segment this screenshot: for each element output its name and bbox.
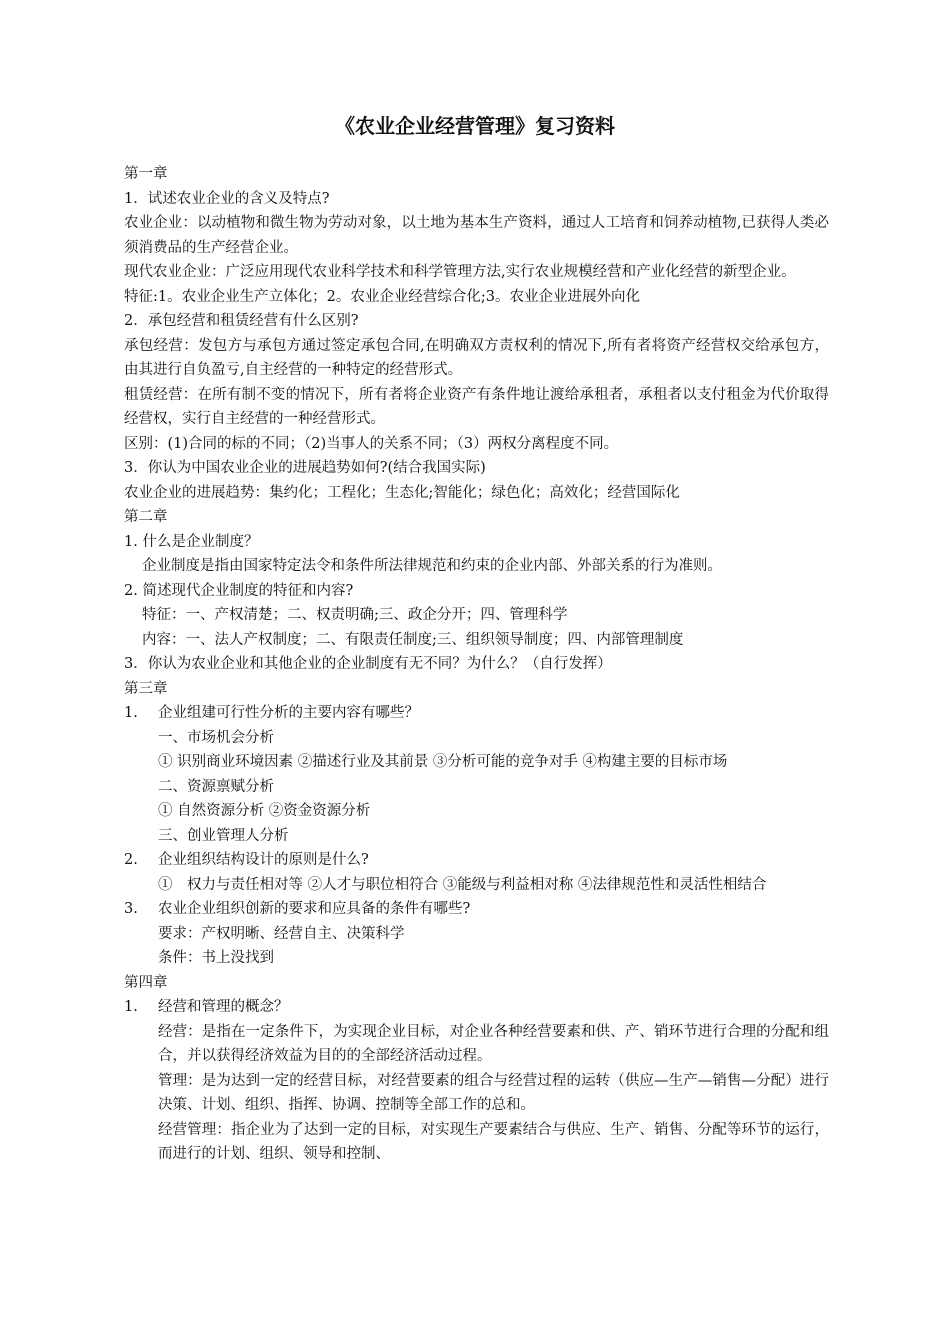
question-text: 经营和管理的概念？ <box>158 999 289 1015</box>
chapter-heading: 第四章 <box>124 974 168 991</box>
answer-paragraph: 特征:1。农业企业生产立体化；2。农业企业经营综合化;3。农业企业进展外向化 <box>124 288 640 305</box>
answer-paragraph: 经营：是指在一定条件下，为实现企业目标，对企业各种经营要素和供、产、销环节进行合理的分配和组合，并以获得经济效益为目的的全部经济活动过程。 <box>158 1023 829 1064</box>
answer-paragraph: 农业企业：以动植物和微生物为劳动对象，以土地为基本生产资料，通过人工培育和饲养动植物,已获得人类必须消费品的生产经营企业。 <box>124 215 829 256</box>
answer-paragraph: 经营管理：指企业为了达到一定的目标，对实现生产要素结合与供应、生产、销售、分配等环节的运行，而进行的计划、组织、领导和控制、 <box>158 1121 829 1162</box>
answer-paragraph: 管理：是为达到一定的经营目标，对经营要素的组合与经营过程的运转（供应—生产—销售—分配）进行决策、计划、组织、指挥、协调、控制等全部工作的总和。 <box>158 1072 829 1113</box>
document-title: 《农业企业经营管理》复习资料 <box>335 114 615 138</box>
question-number: 2. <box>124 852 138 868</box>
subheading: 二、资源禀赋分析 <box>158 778 274 795</box>
answer-paragraph: 要求：产权明晰、经营自主、决策科学 <box>158 925 405 942</box>
question: 1. 什么是企业制度？ <box>124 533 259 550</box>
question: 3．你认为中国农业企业的进展趋势如何?(结合我国实际) <box>124 460 486 476</box>
answer-paragraph: 农业企业的进展趋势：集约化；工程化；生态化;智能化；绿色化；高效化；经营国际化 <box>124 484 680 501</box>
subheading: 一、市场机会分析 <box>158 729 274 746</box>
answer-items: ① 识别商业环境因素 ②描述行业及其前景 ③分析可能的竞争对手 ④构建主要的目标市场 <box>158 754 728 770</box>
question: 2．承包经营和租赁经营有什么区别? <box>124 313 359 329</box>
chapter-heading: 第一章 <box>124 166 168 182</box>
question <box>124 701 829 726</box>
answer-paragraph: 区别：(1)合同的标的不同；（2)当事人的关系不同；（3）两权分离程度不同。 <box>124 435 619 452</box>
answer-paragraph: 特征：一、产权清楚；二、权责明确;三、政企分开；四、管理科学 <box>142 607 568 623</box>
chapter-heading: 第二章 <box>124 509 168 525</box>
document-body <box>124 162 829 1167</box>
answer-items-text: ① 权力与责任相对等 ②人才与职位相符合 ③能级与利益相对称 ④法律规范性和灵活性相结合 <box>158 876 767 893</box>
question-number: 1. <box>124 705 138 721</box>
answer-paragraph: 租赁经营：在所有制不变的情况下，所有者将企业资产有条件地让渡给承租者，承租者以支付租金为代价取得经营权，实行自主经营的一种经营形式。 <box>124 386 829 427</box>
answer-paragraph: 内容：一、法人产权制度；二、有限责任制度;三、组织领导制度；四、内部管理制度 <box>142 631 684 648</box>
question-number: 3. <box>124 901 138 917</box>
answer-paragraph: 承包经营：发包方与承包方通过签定承包合同,在明确双方责权利的情况下,所有者将资产经营权交给承包方，由其进行自负盈亏,自主经营的一种特定的经营形式。 <box>124 337 829 378</box>
answer-paragraph: 条件：书上没找到 <box>158 950 274 966</box>
question-text: 企业组建可行性分析的主要内容有哪些？ <box>158 705 419 721</box>
answer-paragraph: 现代农业企业：广泛应用现代农业科学技术和科学管理方法,实行农业规模经营和产业化经营的新型企业。 <box>124 264 796 280</box>
question: 3．你认为农业企业和其他企业的企业制度有无不同？为什么？（自行发挥） <box>124 656 612 672</box>
question-text: 企业组织结构设计的原则是什么? <box>158 852 369 868</box>
question: 1．试述农业企业的含义及特点? <box>124 190 330 207</box>
question <box>124 995 829 1020</box>
answer-paragraph: 企业制度是指由国家特定法令和条件所法律规范和约束的企业内部、外部关系的行为准则。 <box>142 558 722 574</box>
question <box>124 848 829 873</box>
answer-items <box>124 873 829 898</box>
subheading: 三、创业管理人分析 <box>158 827 289 844</box>
question-text: 农业企业组织创新的要求和应具备的条件有哪些? <box>158 901 471 917</box>
question-number: 1. <box>124 999 138 1015</box>
chapter-heading: 第三章 <box>124 680 168 697</box>
question: 2. 简述现代企业制度的特征和内容? <box>124 582 354 599</box>
answer-items: ① 自然资源分析 ②资金资源分析 <box>158 803 371 819</box>
question <box>124 897 829 922</box>
